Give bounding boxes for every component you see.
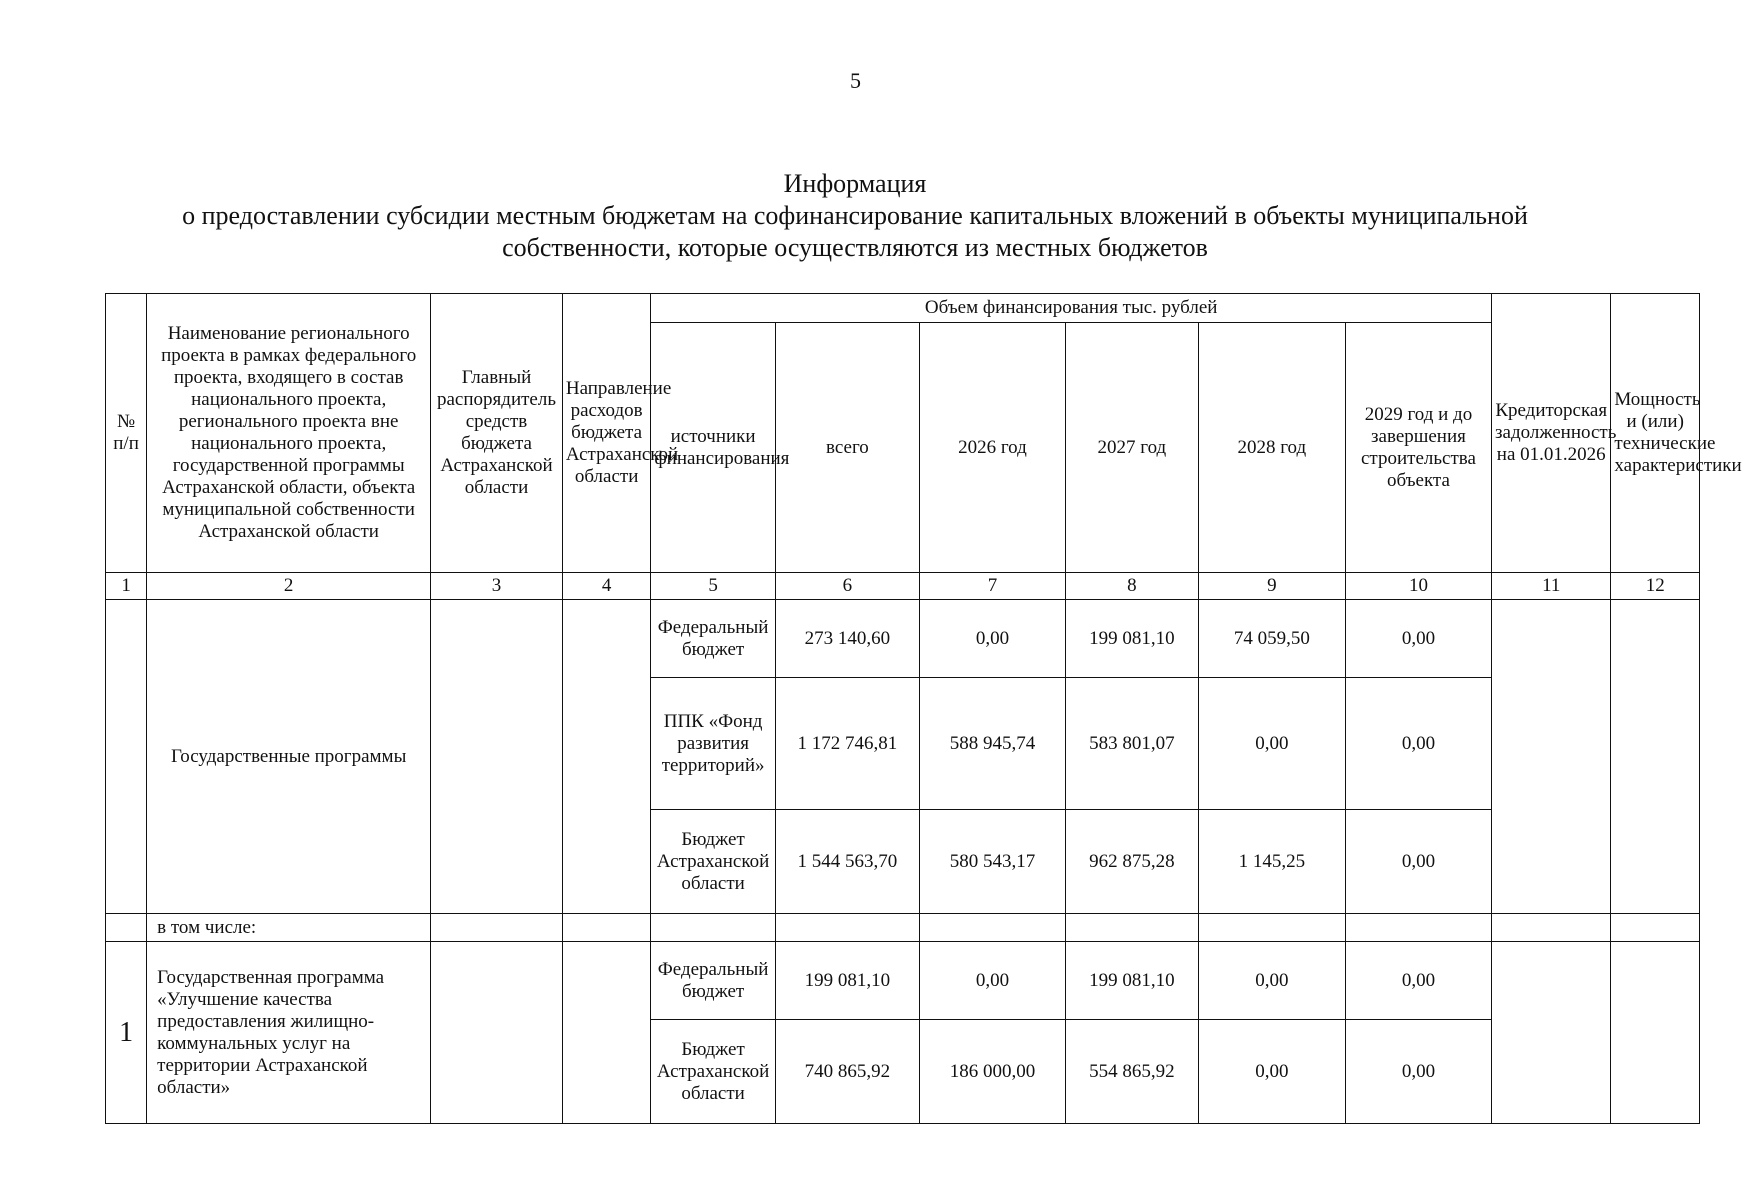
empty-cell xyxy=(431,914,563,942)
column-index-row xyxy=(106,573,1700,600)
funding-source: Бюджет Астраханской области xyxy=(651,810,776,914)
value-2029: 0,00 xyxy=(1345,810,1491,914)
col-index: 3 xyxy=(431,573,563,600)
value-2029: 0,00 xyxy=(1345,600,1491,678)
empty-cell xyxy=(1345,914,1491,942)
value-total: 273 140,60 xyxy=(775,600,919,678)
header-capacity: Мощность и (или) технические характеристики xyxy=(1611,294,1700,573)
value-2027: 554 865,92 xyxy=(1066,1020,1199,1124)
value-2027: 583 801,07 xyxy=(1066,678,1199,810)
value-2028: 1 145,25 xyxy=(1198,810,1345,914)
value-total: 740 865,92 xyxy=(775,1020,919,1124)
header-financing-volume: Объем финансирования тыс. рублей xyxy=(651,294,1492,323)
empty-cell xyxy=(919,914,1065,942)
col-index: 7 xyxy=(919,573,1065,600)
page-number: 5 xyxy=(850,68,861,93)
empty-cell xyxy=(651,914,776,942)
table-row xyxy=(106,942,1700,1020)
table-header-row xyxy=(106,294,1700,323)
value-total: 1 544 563,70 xyxy=(775,810,919,914)
header-creditor-debt: Кредиторская задолженность на 01.01.2026 xyxy=(1492,294,1611,573)
value-2027: 199 081,10 xyxy=(1066,942,1199,1020)
creditor-debt-cell xyxy=(1492,942,1611,1124)
expense-direction-cell xyxy=(562,600,650,914)
empty-cell xyxy=(562,914,650,942)
header-2027: 2027 год xyxy=(1066,323,1199,573)
value-2026: 588 945,74 xyxy=(919,678,1065,810)
value-2029: 0,00 xyxy=(1345,942,1491,1020)
program-name: Государственные программы xyxy=(147,600,431,914)
document-title xyxy=(100,168,1610,264)
title-subheading: о предоставлении субсидии местным бюджетам на софинансирование капитальных вложений в объекты муниципальной собственности, которые осуществляются из местных бюджетов xyxy=(182,201,1528,262)
header-2026: 2026 год xyxy=(919,323,1065,573)
funding-source: Федеральный бюджет xyxy=(651,600,776,678)
col-index: 8 xyxy=(1066,573,1199,600)
table-row xyxy=(106,600,1700,678)
header-2028: 2028 год xyxy=(1198,323,1345,573)
header-expense-direction: Направление расходов бюджета Астраханской области xyxy=(562,294,650,573)
row-number: 1 xyxy=(106,942,147,1124)
empty-cell xyxy=(1492,914,1611,942)
col-index: 11 xyxy=(1492,573,1611,600)
value-2028: 74 059,50 xyxy=(1198,600,1345,678)
value-total: 199 081,10 xyxy=(775,942,919,1020)
col-index: 9 xyxy=(1198,573,1345,600)
header-main-manager: Главный распорядитель средств бюджета Астраханской области xyxy=(431,294,563,573)
funding-source: Бюджет Астраханской области xyxy=(651,1020,776,1124)
value-2026: 0,00 xyxy=(919,942,1065,1020)
funding-source: Федеральный бюджет xyxy=(651,942,776,1020)
col-index: 2 xyxy=(147,573,431,600)
capacity-cell xyxy=(1611,942,1700,1124)
header-project-name: Наименование регионального проекта в рамках федерального проекта, входящего в состав национального проекта, регионального проекта вне национального проекта, государственной программы Астраханской области, объекта муниципальной собственности Астраханской области xyxy=(147,294,431,573)
row-number xyxy=(106,914,147,942)
empty-cell xyxy=(1611,914,1700,942)
col-index: 6 xyxy=(775,573,919,600)
title-heading: Информация xyxy=(783,169,927,198)
value-2027: 962 875,28 xyxy=(1066,810,1199,914)
value-2026: 580 543,17 xyxy=(919,810,1065,914)
creditor-debt-cell xyxy=(1492,600,1611,914)
header-2029: 2029 год и до завершения строительства объекта xyxy=(1345,323,1491,573)
value-2026: 186 000,00 xyxy=(919,1020,1065,1124)
col-index: 12 xyxy=(1611,573,1700,600)
value-2029: 0,00 xyxy=(1345,678,1491,810)
main-manager-cell xyxy=(431,600,563,914)
value-2029: 0,00 xyxy=(1345,1020,1491,1124)
expense-direction-cell xyxy=(562,942,650,1124)
header-total: всего xyxy=(775,323,919,573)
value-2027: 199 081,10 xyxy=(1066,600,1199,678)
table-row xyxy=(106,914,1700,942)
empty-cell xyxy=(775,914,919,942)
empty-cell xyxy=(1066,914,1199,942)
col-index: 4 xyxy=(562,573,650,600)
value-2028: 0,00 xyxy=(1198,678,1345,810)
col-index: 10 xyxy=(1345,573,1491,600)
col-index: 5 xyxy=(651,573,776,600)
header-number: № п/п xyxy=(106,294,147,573)
including-label: в том числе: xyxy=(147,914,431,942)
main-manager-cell xyxy=(431,942,563,1124)
col-index: 1 xyxy=(106,573,147,600)
financing-table xyxy=(105,293,1742,1124)
value-2028: 0,00 xyxy=(1198,942,1345,1020)
row-number xyxy=(106,600,147,914)
capacity-cell xyxy=(1611,600,1700,914)
program-name: Государственная программа «Улучшение качества предоставления жилищно-коммунальных услуг на территории Астраханской области» xyxy=(147,942,431,1124)
funding-source: ППК «Фонд развития территорий» xyxy=(651,678,776,810)
header-sources: источники финансирования xyxy=(651,323,776,573)
value-total: 1 172 746,81 xyxy=(775,678,919,810)
empty-cell xyxy=(1198,914,1345,942)
value-2028: 0,00 xyxy=(1198,1020,1345,1124)
value-2026: 0,00 xyxy=(919,600,1065,678)
